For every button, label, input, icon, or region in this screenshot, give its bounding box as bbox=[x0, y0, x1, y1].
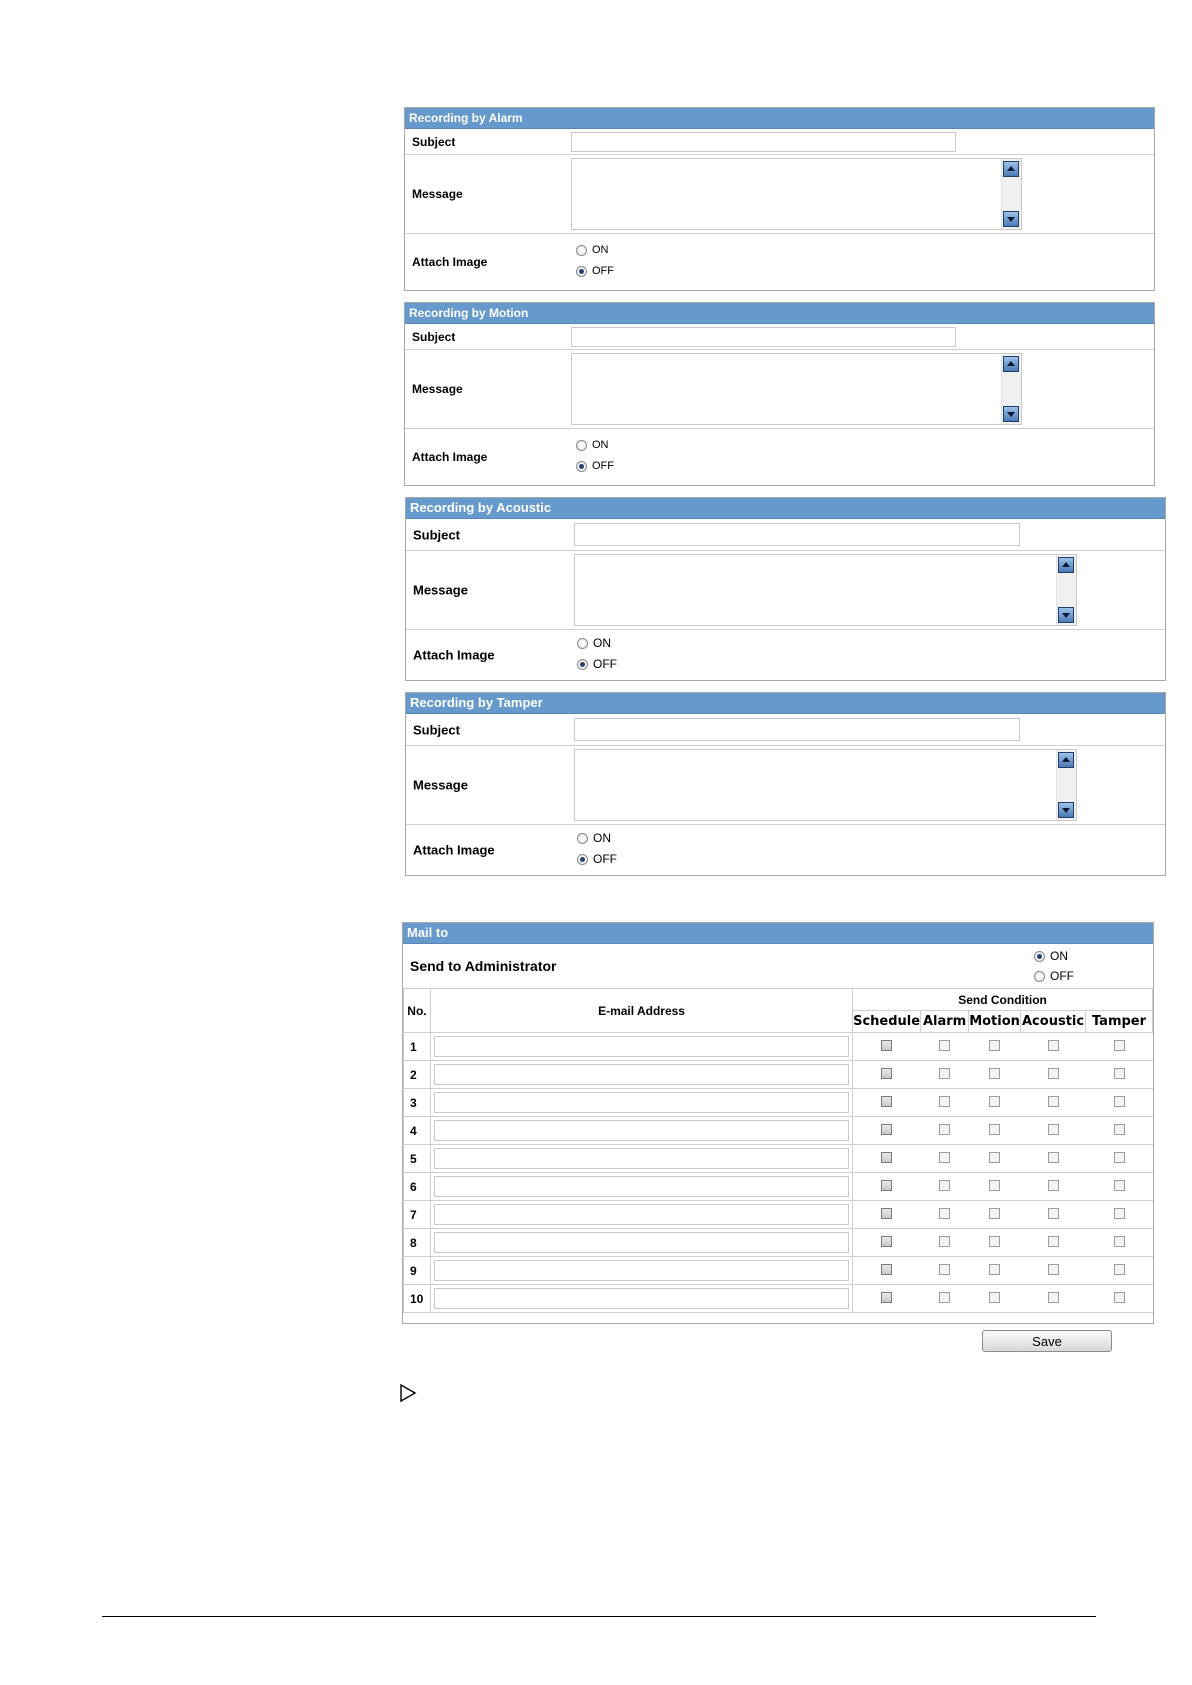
checkbox-motion[interactable] bbox=[989, 1124, 1000, 1135]
row-number: 9 bbox=[404, 1257, 431, 1285]
table-row bbox=[404, 1145, 1153, 1173]
attach-off-radio[interactable] bbox=[577, 659, 588, 670]
col-send-condition-header: Send Condition bbox=[853, 989, 1153, 1011]
send-admin-label: Send to Administrator bbox=[410, 958, 557, 974]
condition-cell bbox=[853, 1201, 921, 1229]
checkbox-schedule[interactable] bbox=[881, 1236, 892, 1247]
table-row bbox=[404, 1117, 1153, 1145]
subject-input[interactable] bbox=[574, 718, 1020, 741]
condition-cell bbox=[1021, 1229, 1086, 1257]
row-number: 8 bbox=[404, 1229, 431, 1257]
attach-image-label: Attach Image bbox=[412, 255, 488, 269]
attach-off-label: OFF bbox=[593, 657, 617, 671]
condition-header-schedule: Schedule bbox=[853, 1011, 921, 1033]
message-textarea-box bbox=[574, 554, 1077, 626]
checkbox-motion[interactable] bbox=[989, 1208, 1000, 1219]
table-row bbox=[404, 1229, 1153, 1257]
condition-cell bbox=[969, 1285, 1021, 1313]
attach-on-option[interactable] bbox=[577, 831, 611, 845]
panel-title: Recording by Alarm bbox=[405, 108, 1154, 129]
subject-label: Subject bbox=[412, 134, 456, 149]
message-textarea[interactable] bbox=[575, 750, 1056, 820]
checkbox-motion[interactable] bbox=[989, 1096, 1000, 1107]
table-row bbox=[404, 1033, 1153, 1061]
message-row bbox=[406, 746, 1165, 825]
checkbox-tamper[interactable] bbox=[1114, 1180, 1125, 1191]
subject-label: Subject bbox=[413, 527, 460, 542]
condition-cell bbox=[921, 1033, 969, 1061]
condition-header-motion: Motion bbox=[969, 1011, 1021, 1033]
checkbox-acoustic[interactable] bbox=[1048, 1180, 1059, 1191]
table-row bbox=[404, 1173, 1153, 1201]
message-label: Message bbox=[413, 582, 468, 598]
recipient-table bbox=[403, 988, 1153, 1313]
email-cell bbox=[430, 1285, 852, 1313]
condition-cell bbox=[1021, 1145, 1086, 1173]
checkbox-motion[interactable] bbox=[989, 1236, 1000, 1247]
checkbox-tamper[interactable] bbox=[1114, 1292, 1125, 1303]
attach-on-label: ON bbox=[592, 244, 609, 256]
condition-cell bbox=[1021, 1033, 1086, 1061]
email-input[interactable] bbox=[434, 1204, 849, 1225]
checkbox-alarm[interactable] bbox=[939, 1068, 950, 1079]
condition-cell bbox=[853, 1117, 921, 1145]
checkbox-acoustic[interactable] bbox=[1048, 1208, 1059, 1219]
condition-cell bbox=[921, 1201, 969, 1229]
scroll-up-icon[interactable] bbox=[1058, 752, 1074, 768]
condition-cell bbox=[969, 1033, 1021, 1061]
checkbox-alarm[interactable] bbox=[939, 1292, 950, 1303]
checkbox-acoustic[interactable] bbox=[1048, 1068, 1059, 1079]
send-admin-row bbox=[403, 944, 1153, 988]
condition-cell bbox=[853, 1061, 921, 1089]
condition-cell bbox=[1021, 1173, 1086, 1201]
attach-on-radio[interactable] bbox=[577, 833, 588, 844]
condition-cell bbox=[1086, 1117, 1153, 1145]
checkbox-tamper[interactable] bbox=[1114, 1068, 1125, 1079]
panel-mail-to bbox=[402, 922, 1154, 1324]
checkbox-schedule[interactable] bbox=[881, 1096, 892, 1107]
condition-cell bbox=[1021, 1257, 1086, 1285]
checkbox-motion[interactable] bbox=[989, 1068, 1000, 1079]
checkbox-alarm[interactable] bbox=[939, 1152, 950, 1163]
email-input[interactable] bbox=[434, 1148, 849, 1169]
condition-cell bbox=[1086, 1033, 1153, 1061]
condition-cell bbox=[853, 1089, 921, 1117]
attach-on-radio[interactable] bbox=[576, 440, 587, 451]
condition-cell bbox=[853, 1229, 921, 1257]
subject-row bbox=[406, 519, 1165, 551]
condition-cell bbox=[921, 1145, 969, 1173]
checkbox-schedule[interactable] bbox=[881, 1292, 892, 1303]
col-no-header: No. bbox=[404, 989, 431, 1033]
message-scrollbar[interactable] bbox=[1056, 750, 1076, 820]
checkbox-tamper[interactable] bbox=[1114, 1152, 1125, 1163]
condition-cell bbox=[921, 1061, 969, 1089]
condition-cell bbox=[1021, 1117, 1086, 1145]
condition-cell bbox=[969, 1173, 1021, 1201]
checkbox-motion[interactable] bbox=[989, 1180, 1000, 1191]
email-cell bbox=[430, 1257, 852, 1285]
condition-cell bbox=[1086, 1061, 1153, 1089]
scroll-up-icon[interactable] bbox=[1003, 356, 1019, 372]
subject-row bbox=[406, 714, 1165, 746]
condition-header-tamper: Tamper bbox=[1086, 1011, 1153, 1033]
send-admin-on-option[interactable] bbox=[1034, 949, 1068, 963]
checkbox-schedule[interactable] bbox=[881, 1152, 892, 1163]
row-number: 2 bbox=[404, 1061, 431, 1089]
condition-cell bbox=[853, 1173, 921, 1201]
condition-cell bbox=[969, 1201, 1021, 1229]
row-number: 6 bbox=[404, 1173, 431, 1201]
condition-cell bbox=[1021, 1201, 1086, 1229]
attach-off-label: OFF bbox=[592, 265, 614, 277]
checkbox-alarm[interactable] bbox=[939, 1124, 950, 1135]
condition-cell bbox=[921, 1257, 969, 1285]
message-textarea[interactable] bbox=[572, 354, 1001, 424]
checkbox-acoustic[interactable] bbox=[1048, 1264, 1059, 1275]
panel-title: Recording by Acoustic bbox=[406, 498, 1165, 519]
email-cell bbox=[430, 1145, 852, 1173]
message-scrollbar[interactable] bbox=[1001, 159, 1021, 229]
message-row bbox=[406, 551, 1165, 630]
condition-header-alarm: Alarm bbox=[921, 1011, 969, 1033]
panel-recording-by-alarm bbox=[404, 107, 1155, 291]
checkbox-tamper[interactable] bbox=[1114, 1124, 1125, 1135]
attach-on-radio[interactable] bbox=[576, 245, 587, 256]
attach-off-option[interactable] bbox=[577, 657, 617, 671]
table-row bbox=[404, 1201, 1153, 1229]
email-input[interactable] bbox=[434, 1036, 849, 1057]
condition-cell bbox=[1086, 1257, 1153, 1285]
message-textarea[interactable] bbox=[575, 555, 1056, 625]
subject-row bbox=[405, 129, 1154, 155]
triangle-right-icon bbox=[399, 1383, 417, 1403]
table-row bbox=[404, 1061, 1153, 1089]
attach-on-radio[interactable] bbox=[577, 638, 588, 649]
panel-title: Mail to bbox=[403, 923, 1153, 944]
attach-image-label: Attach Image bbox=[412, 450, 488, 464]
condition-cell bbox=[1021, 1061, 1086, 1089]
email-cell bbox=[430, 1033, 852, 1061]
panel-recording-by-acoustic bbox=[405, 497, 1166, 681]
attach-image-row bbox=[405, 234, 1154, 290]
checkbox-motion[interactable] bbox=[989, 1264, 1000, 1275]
scroll-up-icon[interactable] bbox=[1058, 557, 1074, 573]
email-input[interactable] bbox=[434, 1064, 849, 1085]
scroll-down-icon[interactable] bbox=[1058, 802, 1074, 818]
condition-cell bbox=[1086, 1229, 1153, 1257]
checkbox-acoustic[interactable] bbox=[1048, 1152, 1059, 1163]
condition-cell bbox=[1086, 1285, 1153, 1313]
email-input[interactable] bbox=[434, 1120, 849, 1141]
condition-cell bbox=[969, 1117, 1021, 1145]
checkbox-acoustic[interactable] bbox=[1048, 1236, 1059, 1247]
condition-cell bbox=[1086, 1145, 1153, 1173]
row-number: 7 bbox=[404, 1201, 431, 1229]
attach-off-option[interactable] bbox=[576, 265, 614, 277]
scroll-down-icon[interactable] bbox=[1003, 406, 1019, 422]
checkbox-schedule[interactable] bbox=[881, 1208, 892, 1219]
condition-cell bbox=[921, 1117, 969, 1145]
send-admin-off-option[interactable] bbox=[1034, 969, 1074, 983]
checkbox-schedule[interactable] bbox=[881, 1040, 892, 1051]
email-cell bbox=[430, 1229, 852, 1257]
condition-header-acoustic: Acoustic bbox=[1021, 1011, 1086, 1033]
panel-title: Recording by Tamper bbox=[406, 693, 1165, 714]
condition-cell bbox=[921, 1285, 969, 1313]
checkbox-acoustic[interactable] bbox=[1048, 1040, 1059, 1051]
table-row bbox=[404, 1285, 1153, 1313]
attach-image-row bbox=[406, 630, 1165, 679]
attach-image-row bbox=[405, 429, 1154, 485]
attach-off-radio[interactable] bbox=[576, 461, 587, 472]
checkbox-motion[interactable] bbox=[989, 1152, 1000, 1163]
send-admin-off-label: OFF bbox=[1050, 969, 1074, 983]
checkbox-schedule[interactable] bbox=[881, 1264, 892, 1275]
subject-label: Subject bbox=[413, 722, 460, 737]
subject-input[interactable] bbox=[571, 132, 956, 152]
checkbox-alarm[interactable] bbox=[939, 1236, 950, 1247]
attach-off-option[interactable] bbox=[577, 852, 617, 866]
message-row bbox=[405, 350, 1154, 429]
checkbox-schedule[interactable] bbox=[881, 1068, 892, 1079]
scroll-down-icon[interactable] bbox=[1058, 607, 1074, 623]
scroll-up-icon[interactable] bbox=[1003, 161, 1019, 177]
col-email-header: E-mail Address bbox=[430, 989, 852, 1033]
checkbox-alarm[interactable] bbox=[939, 1040, 950, 1051]
checkbox-alarm[interactable] bbox=[939, 1208, 950, 1219]
condition-cell bbox=[969, 1229, 1021, 1257]
save-button[interactable]: Save bbox=[982, 1330, 1112, 1352]
checkbox-acoustic[interactable] bbox=[1048, 1124, 1059, 1135]
row-number: 3 bbox=[404, 1089, 431, 1117]
checkbox-tamper[interactable] bbox=[1114, 1208, 1125, 1219]
checkbox-acoustic[interactable] bbox=[1048, 1292, 1059, 1303]
condition-cell bbox=[1021, 1089, 1086, 1117]
email-input[interactable] bbox=[434, 1232, 849, 1253]
checkbox-motion[interactable] bbox=[989, 1292, 1000, 1303]
footer-divider bbox=[102, 1616, 1096, 1617]
email-cell bbox=[430, 1173, 852, 1201]
checkbox-alarm[interactable] bbox=[939, 1180, 950, 1191]
table-row bbox=[404, 1089, 1153, 1117]
attach-off-radio[interactable] bbox=[576, 266, 587, 277]
subject-label: Subject bbox=[412, 329, 456, 344]
send-admin-on-radio[interactable] bbox=[1034, 951, 1045, 962]
email-input[interactable] bbox=[434, 1288, 849, 1309]
checkbox-motion[interactable] bbox=[989, 1040, 1000, 1051]
row-number: 1 bbox=[404, 1033, 431, 1061]
attach-image-label: Attach Image bbox=[413, 647, 495, 662]
subject-input[interactable] bbox=[571, 327, 956, 347]
send-admin-off-radio[interactable] bbox=[1034, 971, 1045, 982]
email-cell bbox=[430, 1089, 852, 1117]
email-cell bbox=[430, 1061, 852, 1089]
message-scrollbar[interactable] bbox=[1056, 555, 1076, 625]
panel-recording-by-motion bbox=[404, 302, 1155, 486]
message-label: Message bbox=[412, 187, 463, 201]
attach-on-option[interactable] bbox=[577, 636, 611, 650]
condition-cell bbox=[853, 1285, 921, 1313]
condition-cell bbox=[1086, 1173, 1153, 1201]
checkbox-schedule[interactable] bbox=[881, 1124, 892, 1135]
email-input[interactable] bbox=[434, 1176, 849, 1197]
checkbox-tamper[interactable] bbox=[1114, 1096, 1125, 1107]
subject-row bbox=[405, 324, 1154, 350]
attach-image-label: Attach Image bbox=[413, 842, 495, 857]
attach-off-radio[interactable] bbox=[577, 854, 588, 865]
message-textarea[interactable] bbox=[572, 159, 1001, 229]
condition-cell bbox=[1021, 1285, 1086, 1313]
subject-input[interactable] bbox=[574, 523, 1020, 546]
message-row bbox=[405, 155, 1154, 234]
attach-off-label: OFF bbox=[593, 852, 617, 866]
attach-on-label: ON bbox=[593, 831, 611, 845]
message-label: Message bbox=[413, 777, 468, 793]
message-scrollbar[interactable] bbox=[1001, 354, 1021, 424]
scroll-down-icon[interactable] bbox=[1003, 211, 1019, 227]
condition-cell bbox=[969, 1145, 1021, 1173]
row-number: 5 bbox=[404, 1145, 431, 1173]
attach-image-row bbox=[406, 825, 1165, 874]
message-textarea-box bbox=[571, 158, 1022, 230]
table-row bbox=[404, 1257, 1153, 1285]
checkbox-tamper[interactable] bbox=[1114, 1236, 1125, 1247]
condition-cell bbox=[853, 1257, 921, 1285]
email-cell bbox=[430, 1201, 852, 1229]
panel-recording-by-tamper bbox=[405, 692, 1166, 876]
condition-cell bbox=[853, 1033, 921, 1061]
message-textarea-box bbox=[574, 749, 1077, 821]
condition-cell bbox=[969, 1089, 1021, 1117]
attach-on-label: ON bbox=[593, 636, 611, 650]
condition-cell bbox=[969, 1257, 1021, 1285]
attach-off-label: OFF bbox=[592, 460, 614, 472]
checkbox-schedule[interactable] bbox=[881, 1180, 892, 1191]
email-input[interactable] bbox=[434, 1260, 849, 1281]
checkbox-tamper[interactable] bbox=[1114, 1264, 1125, 1275]
row-number: 4 bbox=[404, 1117, 431, 1145]
message-textarea-box bbox=[571, 353, 1022, 425]
condition-cell bbox=[921, 1089, 969, 1117]
attach-on-label: ON bbox=[592, 439, 609, 451]
email-input[interactable] bbox=[434, 1092, 849, 1113]
condition-cell bbox=[921, 1173, 969, 1201]
attach-on-option[interactable] bbox=[576, 439, 609, 451]
checkbox-tamper[interactable] bbox=[1114, 1040, 1125, 1051]
send-admin-on-label: ON bbox=[1050, 949, 1068, 963]
attach-on-option[interactable] bbox=[576, 244, 609, 256]
message-label: Message bbox=[412, 382, 463, 396]
email-cell bbox=[430, 1117, 852, 1145]
condition-cell bbox=[969, 1061, 1021, 1089]
condition-cell bbox=[1086, 1201, 1153, 1229]
condition-cell bbox=[1086, 1089, 1153, 1117]
panel-title: Recording by Motion bbox=[405, 303, 1154, 324]
condition-cell bbox=[853, 1145, 921, 1173]
checkbox-acoustic[interactable] bbox=[1048, 1096, 1059, 1107]
condition-cell bbox=[921, 1229, 969, 1257]
row-number: 10 bbox=[404, 1285, 431, 1313]
checkbox-alarm[interactable] bbox=[939, 1264, 950, 1275]
attach-off-option[interactable] bbox=[576, 460, 614, 472]
checkbox-alarm[interactable] bbox=[939, 1096, 950, 1107]
recipient-rows bbox=[404, 1033, 1153, 1313]
